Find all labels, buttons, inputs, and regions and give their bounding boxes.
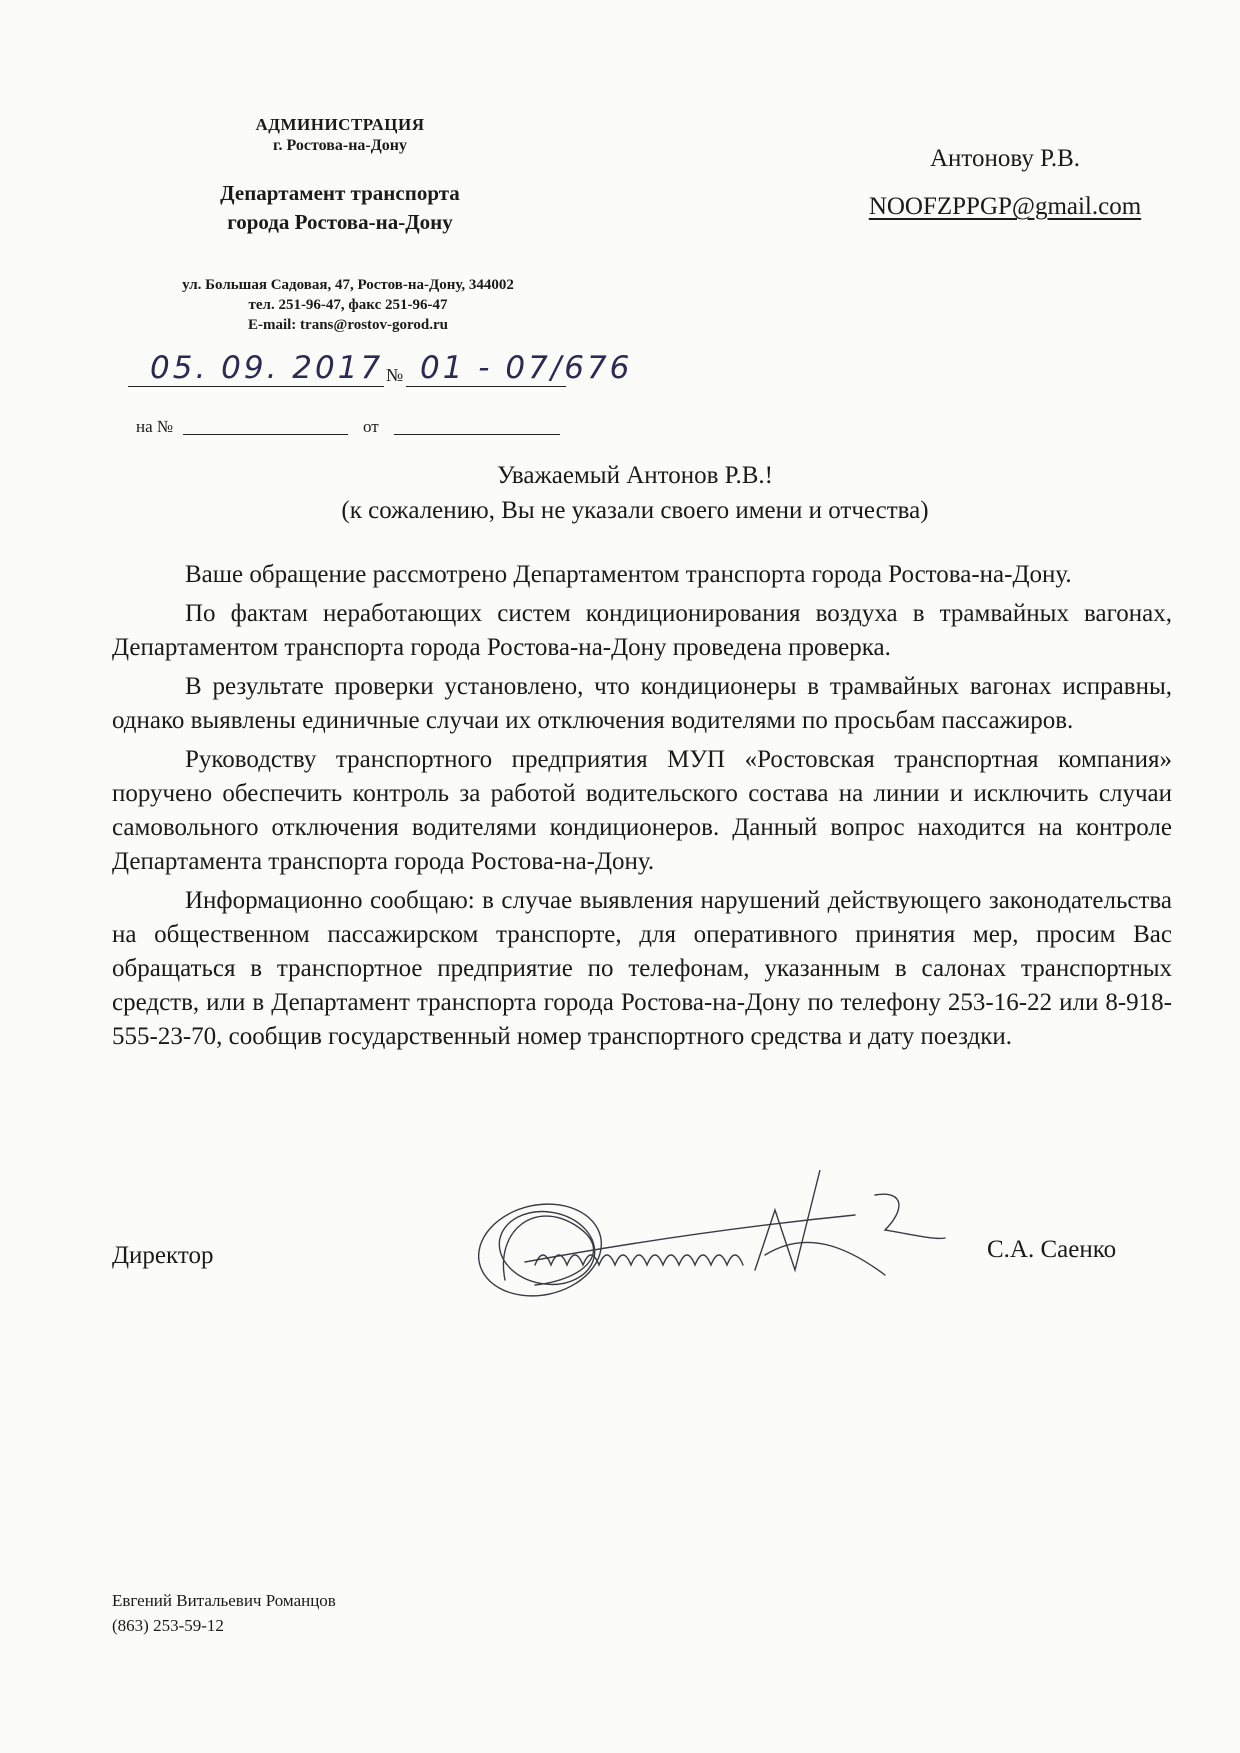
salutation-note: (к сожалению, Вы не указали своего имени и отчества) xyxy=(341,497,929,524)
recipient-name: Антонову Р.В. xyxy=(929,145,1081,172)
recipient-email: NOOFZPPGP@gmail.com xyxy=(868,193,1142,220)
from-label: от xyxy=(363,417,379,436)
salutation-line: Уважаемый Антонов Р.В.! xyxy=(497,462,773,489)
body-paragraph: По фактам неработающих систем кондиционирования воздуха в трамвайных вагонах, Департаментом транспорта города Ростова-на-Дону проведена проверка. xyxy=(112,600,1172,661)
org-title: АДМИНИСТРАЦИЯ xyxy=(255,115,425,134)
letter-body xyxy=(112,558,1172,1059)
sender-letterhead xyxy=(120,115,560,235)
body-paragraph: В результате проверки установлено, что кондиционеры в трамвайных вагонах исправны, однако выявлены единичные случаи их отключения водителями по просьбам пассажиров. xyxy=(112,673,1172,734)
handwritten-signature xyxy=(465,1170,955,1310)
number-line xyxy=(406,386,566,387)
reg-date: 05. 09. 2017 xyxy=(150,350,384,386)
ref-label: на № xyxy=(136,417,174,436)
executor-phone: (863) 253-59-12 xyxy=(112,1616,224,1635)
body-paragraph: Информационно сообщаю: в случае выявления нарушений действующего законодательства на общественном пассажирском транспорте, для оперативного принятия мер, просим Вас обращаться в транспортное предприятие по телефонам, указанным в салонах транспортных средств, или в Департамент транспорта города Ростова-на-Дону по телефону 253-16-22 или 8-918-555-23-70, сообщив государственный номер транспортного средства и дату поездки. xyxy=(112,887,1172,1050)
ref-line xyxy=(183,434,348,435)
sender-contacts xyxy=(138,275,558,335)
dept-title: Департамент транспорта xyxy=(220,181,460,205)
reg-number: 01 - 07/676 xyxy=(420,350,633,386)
body-paragraph: Руководству транспортного предприятия МУП «Ростовская транспортная компания» поручено обеспечить контроль за работой водительского состава на линии и исключить случаи самовольного отключения водителями кондиционеров. Данный вопрос находится на контроле Департамента транспорта города Ростова-на-Дону. xyxy=(112,746,1172,875)
from-line xyxy=(394,434,560,435)
sender-address: ул. Большая Садовая, 47, Ростов-на-Дону, 344002 xyxy=(182,277,514,293)
salutation xyxy=(250,458,1020,528)
executor-block xyxy=(112,1588,336,1638)
reg-number-label: № xyxy=(386,365,404,385)
recipient-block xyxy=(805,145,1205,221)
body-paragraph: Ваше обращение рассмотрено Департаментом транспорта города Ростова-на-Дону. xyxy=(185,561,1072,588)
executor-name: Евгений Витальевич Романцов xyxy=(112,1591,336,1610)
org-city: г. Ростова-на-Дону xyxy=(273,137,407,154)
sender-phone: тел. 251-96-47, факс 251-96-47 xyxy=(248,297,448,313)
signatory-name: С.А. Саенко xyxy=(987,1236,1117,1263)
dept-city: города Ростова-на-Дону xyxy=(227,210,453,234)
sender-email: E-mail: trans@rostov-gorod.ru xyxy=(247,317,449,333)
date-line xyxy=(128,386,384,387)
signatory-title: Директор xyxy=(112,1242,214,1269)
